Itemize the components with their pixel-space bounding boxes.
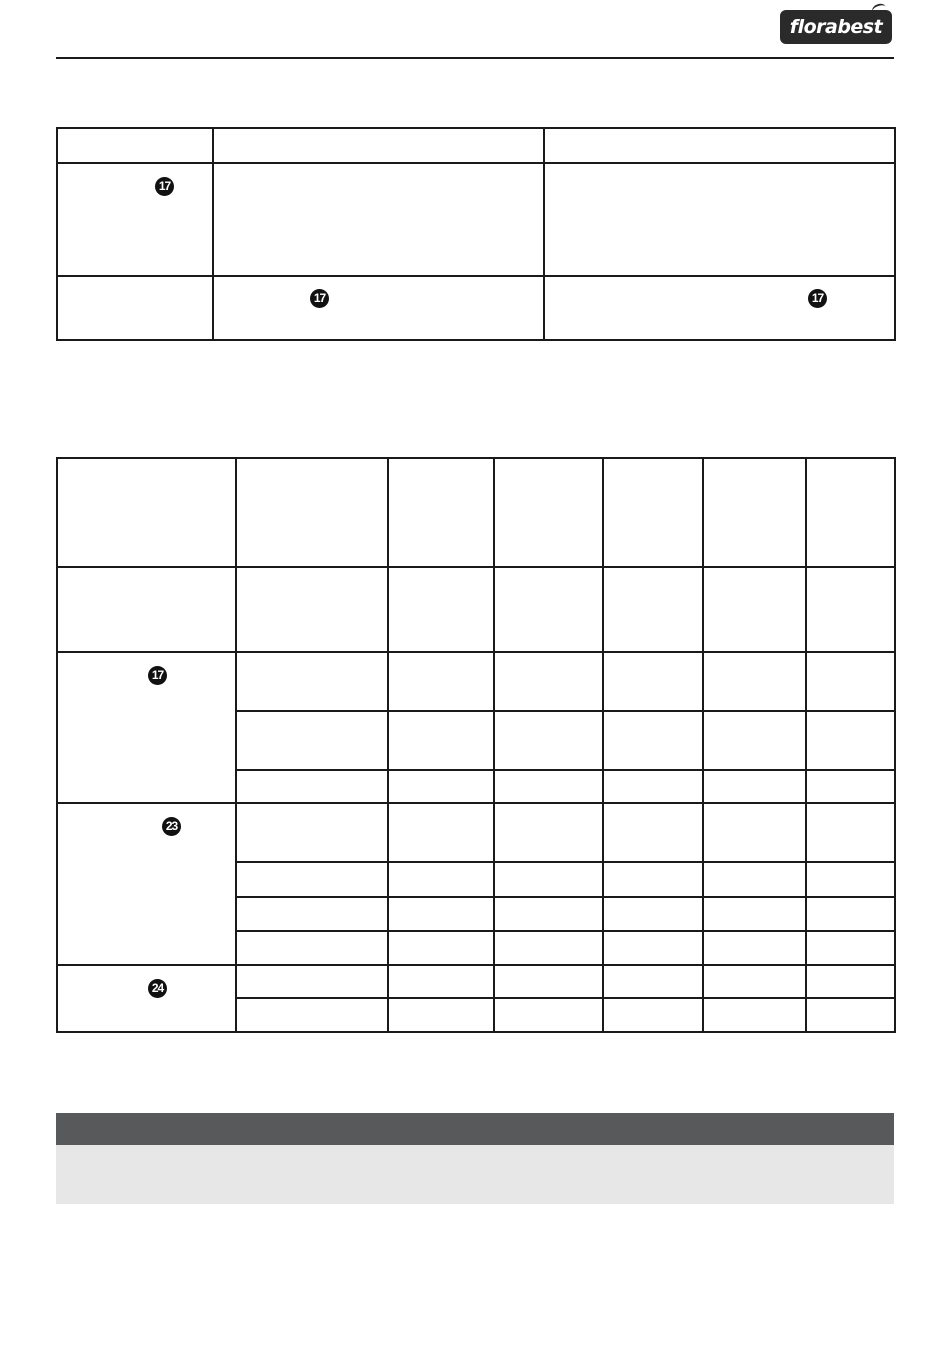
table-cell bbox=[703, 862, 806, 897]
table-cell bbox=[603, 931, 703, 965]
table-header-row bbox=[57, 128, 895, 163]
table-cell bbox=[806, 998, 895, 1032]
table-cell bbox=[236, 998, 388, 1032]
table-cell bbox=[494, 567, 603, 652]
table-cell bbox=[544, 276, 895, 340]
table-cell bbox=[236, 567, 388, 652]
table-cell bbox=[388, 458, 494, 567]
section-heading-bar bbox=[56, 1113, 894, 1145]
table-cell bbox=[806, 652, 895, 711]
table-cell bbox=[494, 770, 603, 803]
table-cell bbox=[806, 770, 895, 803]
table-cell bbox=[806, 897, 895, 931]
table-cell bbox=[703, 458, 806, 567]
part-number-badge: 17 bbox=[155, 177, 174, 196]
table-cell bbox=[603, 567, 703, 652]
table-cell bbox=[57, 652, 236, 803]
table-row bbox=[57, 652, 895, 711]
table-cell bbox=[236, 931, 388, 965]
table-cell bbox=[388, 711, 494, 770]
table-cell bbox=[236, 458, 388, 567]
table-cell bbox=[57, 458, 236, 567]
table-cell bbox=[388, 862, 494, 897]
table-cell bbox=[603, 862, 703, 897]
table-cell bbox=[213, 128, 544, 163]
table-cell bbox=[494, 711, 603, 770]
table-cell bbox=[57, 128, 213, 163]
table-row bbox=[57, 276, 895, 340]
section-content-box bbox=[56, 1145, 894, 1204]
table-cell bbox=[388, 803, 494, 862]
settings-table bbox=[56, 457, 896, 1033]
header-divider bbox=[56, 57, 894, 59]
table-cell bbox=[236, 770, 388, 803]
table-cell bbox=[603, 965, 703, 998]
brand-logo-text: florabest bbox=[789, 16, 883, 38]
table-cell bbox=[494, 965, 603, 998]
table-cell bbox=[703, 931, 806, 965]
troubleshooting-table bbox=[56, 127, 896, 341]
table-cell bbox=[57, 803, 236, 965]
table-cell bbox=[236, 803, 388, 862]
table-cell bbox=[703, 897, 806, 931]
table-cell bbox=[703, 652, 806, 711]
table-cell bbox=[236, 711, 388, 770]
table-row bbox=[57, 567, 895, 652]
table-cell bbox=[388, 998, 494, 1032]
brand-logo bbox=[780, 10, 892, 44]
table-cell bbox=[494, 862, 603, 897]
table-cell bbox=[544, 128, 895, 163]
part-number-badge: 17 bbox=[310, 289, 329, 308]
table-row bbox=[57, 163, 895, 276]
table-cell bbox=[703, 998, 806, 1032]
part-number-badge: 23 bbox=[162, 817, 181, 836]
table-cell bbox=[494, 803, 603, 862]
table-cell bbox=[603, 652, 703, 711]
table-cell bbox=[603, 770, 703, 803]
table-cell bbox=[703, 965, 806, 998]
table-cell bbox=[236, 652, 388, 711]
table-cell bbox=[806, 458, 895, 567]
table-cell bbox=[494, 931, 603, 965]
table-cell bbox=[806, 711, 895, 770]
table-cell bbox=[806, 931, 895, 965]
table-cell bbox=[57, 567, 236, 652]
table-cell bbox=[213, 276, 544, 340]
table-cell bbox=[603, 897, 703, 931]
table-cell bbox=[57, 163, 213, 276]
table-cell bbox=[236, 965, 388, 998]
table-cell bbox=[213, 163, 544, 276]
table-cell bbox=[603, 711, 703, 770]
table-cell bbox=[703, 770, 806, 803]
table-cell bbox=[603, 803, 703, 862]
table-cell bbox=[703, 803, 806, 862]
table-cell bbox=[388, 965, 494, 998]
table-cell bbox=[494, 652, 603, 711]
table-cell bbox=[236, 862, 388, 897]
table-cell bbox=[806, 803, 895, 862]
part-number-badge: 17 bbox=[148, 666, 167, 685]
table-cell bbox=[388, 567, 494, 652]
table-cell bbox=[603, 998, 703, 1032]
table-cell bbox=[388, 931, 494, 965]
table-cell bbox=[236, 897, 388, 931]
table-cell bbox=[494, 458, 603, 567]
table-cell bbox=[703, 711, 806, 770]
part-number-badge: 17 bbox=[808, 289, 827, 308]
table-row bbox=[57, 965, 895, 998]
leaf-icon bbox=[871, 2, 888, 16]
table-cell bbox=[806, 567, 895, 652]
table-cell bbox=[703, 567, 806, 652]
table-cell bbox=[806, 862, 895, 897]
table-cell bbox=[544, 163, 895, 276]
table-cell bbox=[494, 998, 603, 1032]
table-cell bbox=[388, 897, 494, 931]
table-cell bbox=[494, 897, 603, 931]
table-cell bbox=[388, 652, 494, 711]
table-cell bbox=[57, 276, 213, 340]
part-number-badge: 24 bbox=[148, 979, 167, 998]
table-header-row bbox=[57, 458, 895, 567]
table-cell bbox=[57, 965, 236, 1032]
table-cell bbox=[388, 770, 494, 803]
table-row bbox=[57, 803, 895, 862]
table-cell bbox=[603, 458, 703, 567]
table-cell bbox=[806, 965, 895, 998]
